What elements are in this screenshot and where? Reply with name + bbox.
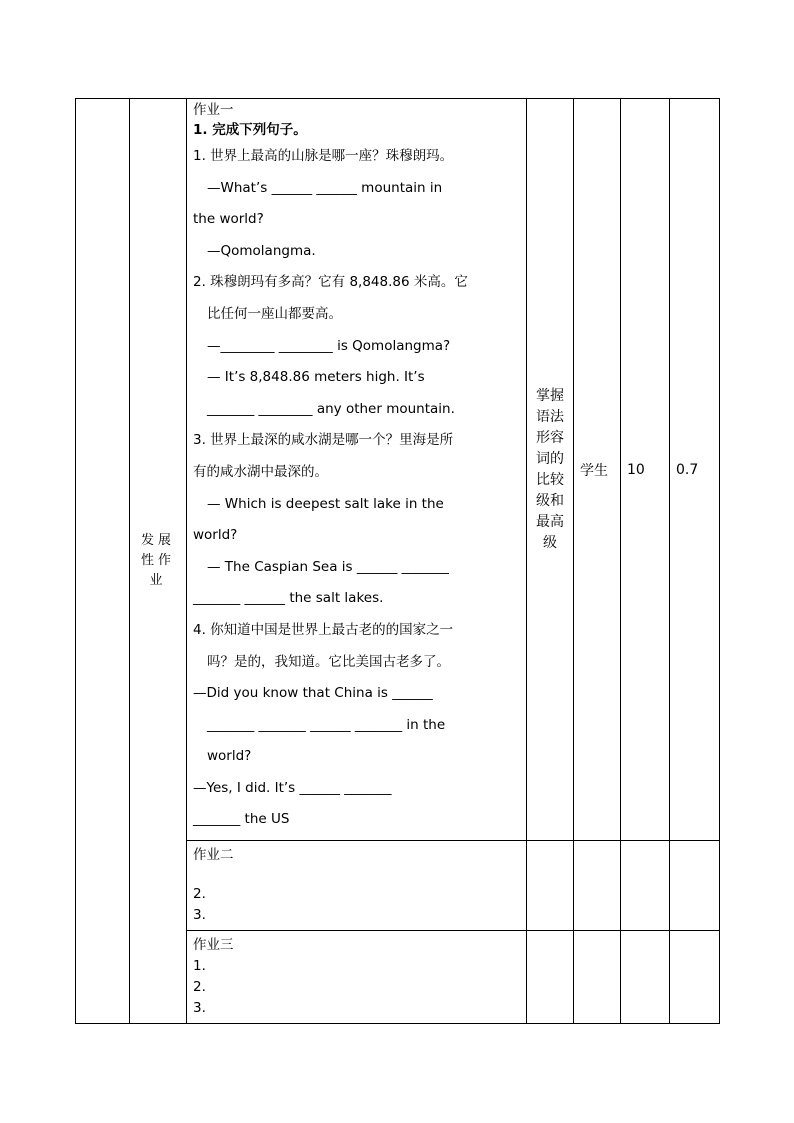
minutes-text: 10: [627, 461, 645, 478]
hw1-line: _______ ________ any other mountain.: [207, 400, 455, 417]
category-cell: [130, 99, 187, 1024]
hw1-content: [187, 99, 527, 841]
hw2-title: 作业二: [193, 847, 234, 864]
empty-cell: [527, 841, 574, 931]
hw1-line: 1. 世界上最高的山脉是哪一座？珠穆朗玛。: [193, 148, 454, 164]
empty-cell: [527, 931, 574, 1024]
difficulty-cell: [670, 99, 720, 841]
hw1-line: 3. 世界上最深的咸水湖是哪一个？里海是所: [193, 432, 454, 449]
objective-cell: [527, 99, 574, 841]
hw1-line: 4. 你知道中国是世界上最古老的的国家之一: [193, 621, 454, 638]
difficulty-text: 0.7: [676, 461, 699, 478]
hw3-content: [187, 931, 527, 1024]
empty-cell: [574, 931, 621, 1024]
hw1-line: —Qomolangma.: [207, 242, 316, 259]
hw1-line: 比任何一座山都要高。: [207, 305, 342, 322]
hw1-line: 1. 完成下列句子。: [193, 122, 307, 138]
empty-cell: [621, 931, 670, 1024]
hw1-line: — The Caspian Sea is ______ _______: [207, 558, 449, 575]
hw1-line: world?: [207, 748, 252, 765]
hw1-row: [76, 99, 720, 841]
empty-cell: [574, 841, 621, 931]
hw1-line: — It’s 8,848.86 meters high. It’s: [207, 369, 425, 386]
hw2-item: 3.: [193, 907, 206, 924]
hw3-title: 作业三: [193, 937, 234, 954]
hw1-line: the world?: [193, 211, 264, 228]
blank-cell: [76, 99, 130, 1024]
empty-cell: [670, 841, 720, 931]
empty-cell: [670, 931, 720, 1024]
hw3-item: 1.: [193, 958, 206, 975]
hw1-line: 2. 珠穆朗玛有多高？它有 8,848.86 米高。它: [193, 274, 468, 291]
hw1-line: —Did you know that China is ______: [193, 685, 433, 702]
hw1-line: world?: [193, 527, 238, 544]
category-label: 发展性作业: [140, 533, 175, 589]
hw1-line: 有的咸水湖中最深的。: [193, 463, 328, 480]
hw1-line: — Which is deepest salt lake in the: [207, 495, 444, 512]
hw1-line: _______ ______ the salt lakes.: [193, 590, 384, 607]
hw1-line: —Yes, I did. It’s ______ _______: [193, 779, 392, 796]
hw3-item: 3.: [193, 1000, 206, 1017]
hw1-line: _______ _______ ______ _______ in the: [207, 716, 446, 733]
hw1-line: —________ ________ is Qomolangma?: [207, 337, 451, 354]
hw1-line: 吗？是的，我知道。它比美国古老多了。: [207, 653, 450, 670]
target-cell: [574, 99, 621, 841]
hw1-title: 作业一: [193, 102, 234, 118]
hw3-item: 2.: [193, 979, 206, 996]
homework-table: [75, 98, 720, 1024]
hw2-item: 2.: [193, 886, 206, 903]
empty-cell: [621, 841, 670, 931]
hw1-line: _______ the US: [193, 811, 290, 828]
hw2-content: [187, 841, 527, 931]
objective-text: 掌握语法形容词的比较级和最高级: [536, 387, 564, 551]
target-text: 学生: [580, 462, 608, 479]
hw1-line: —What’s ______ ______ mountain in: [207, 179, 443, 196]
minutes-cell: [621, 99, 670, 841]
